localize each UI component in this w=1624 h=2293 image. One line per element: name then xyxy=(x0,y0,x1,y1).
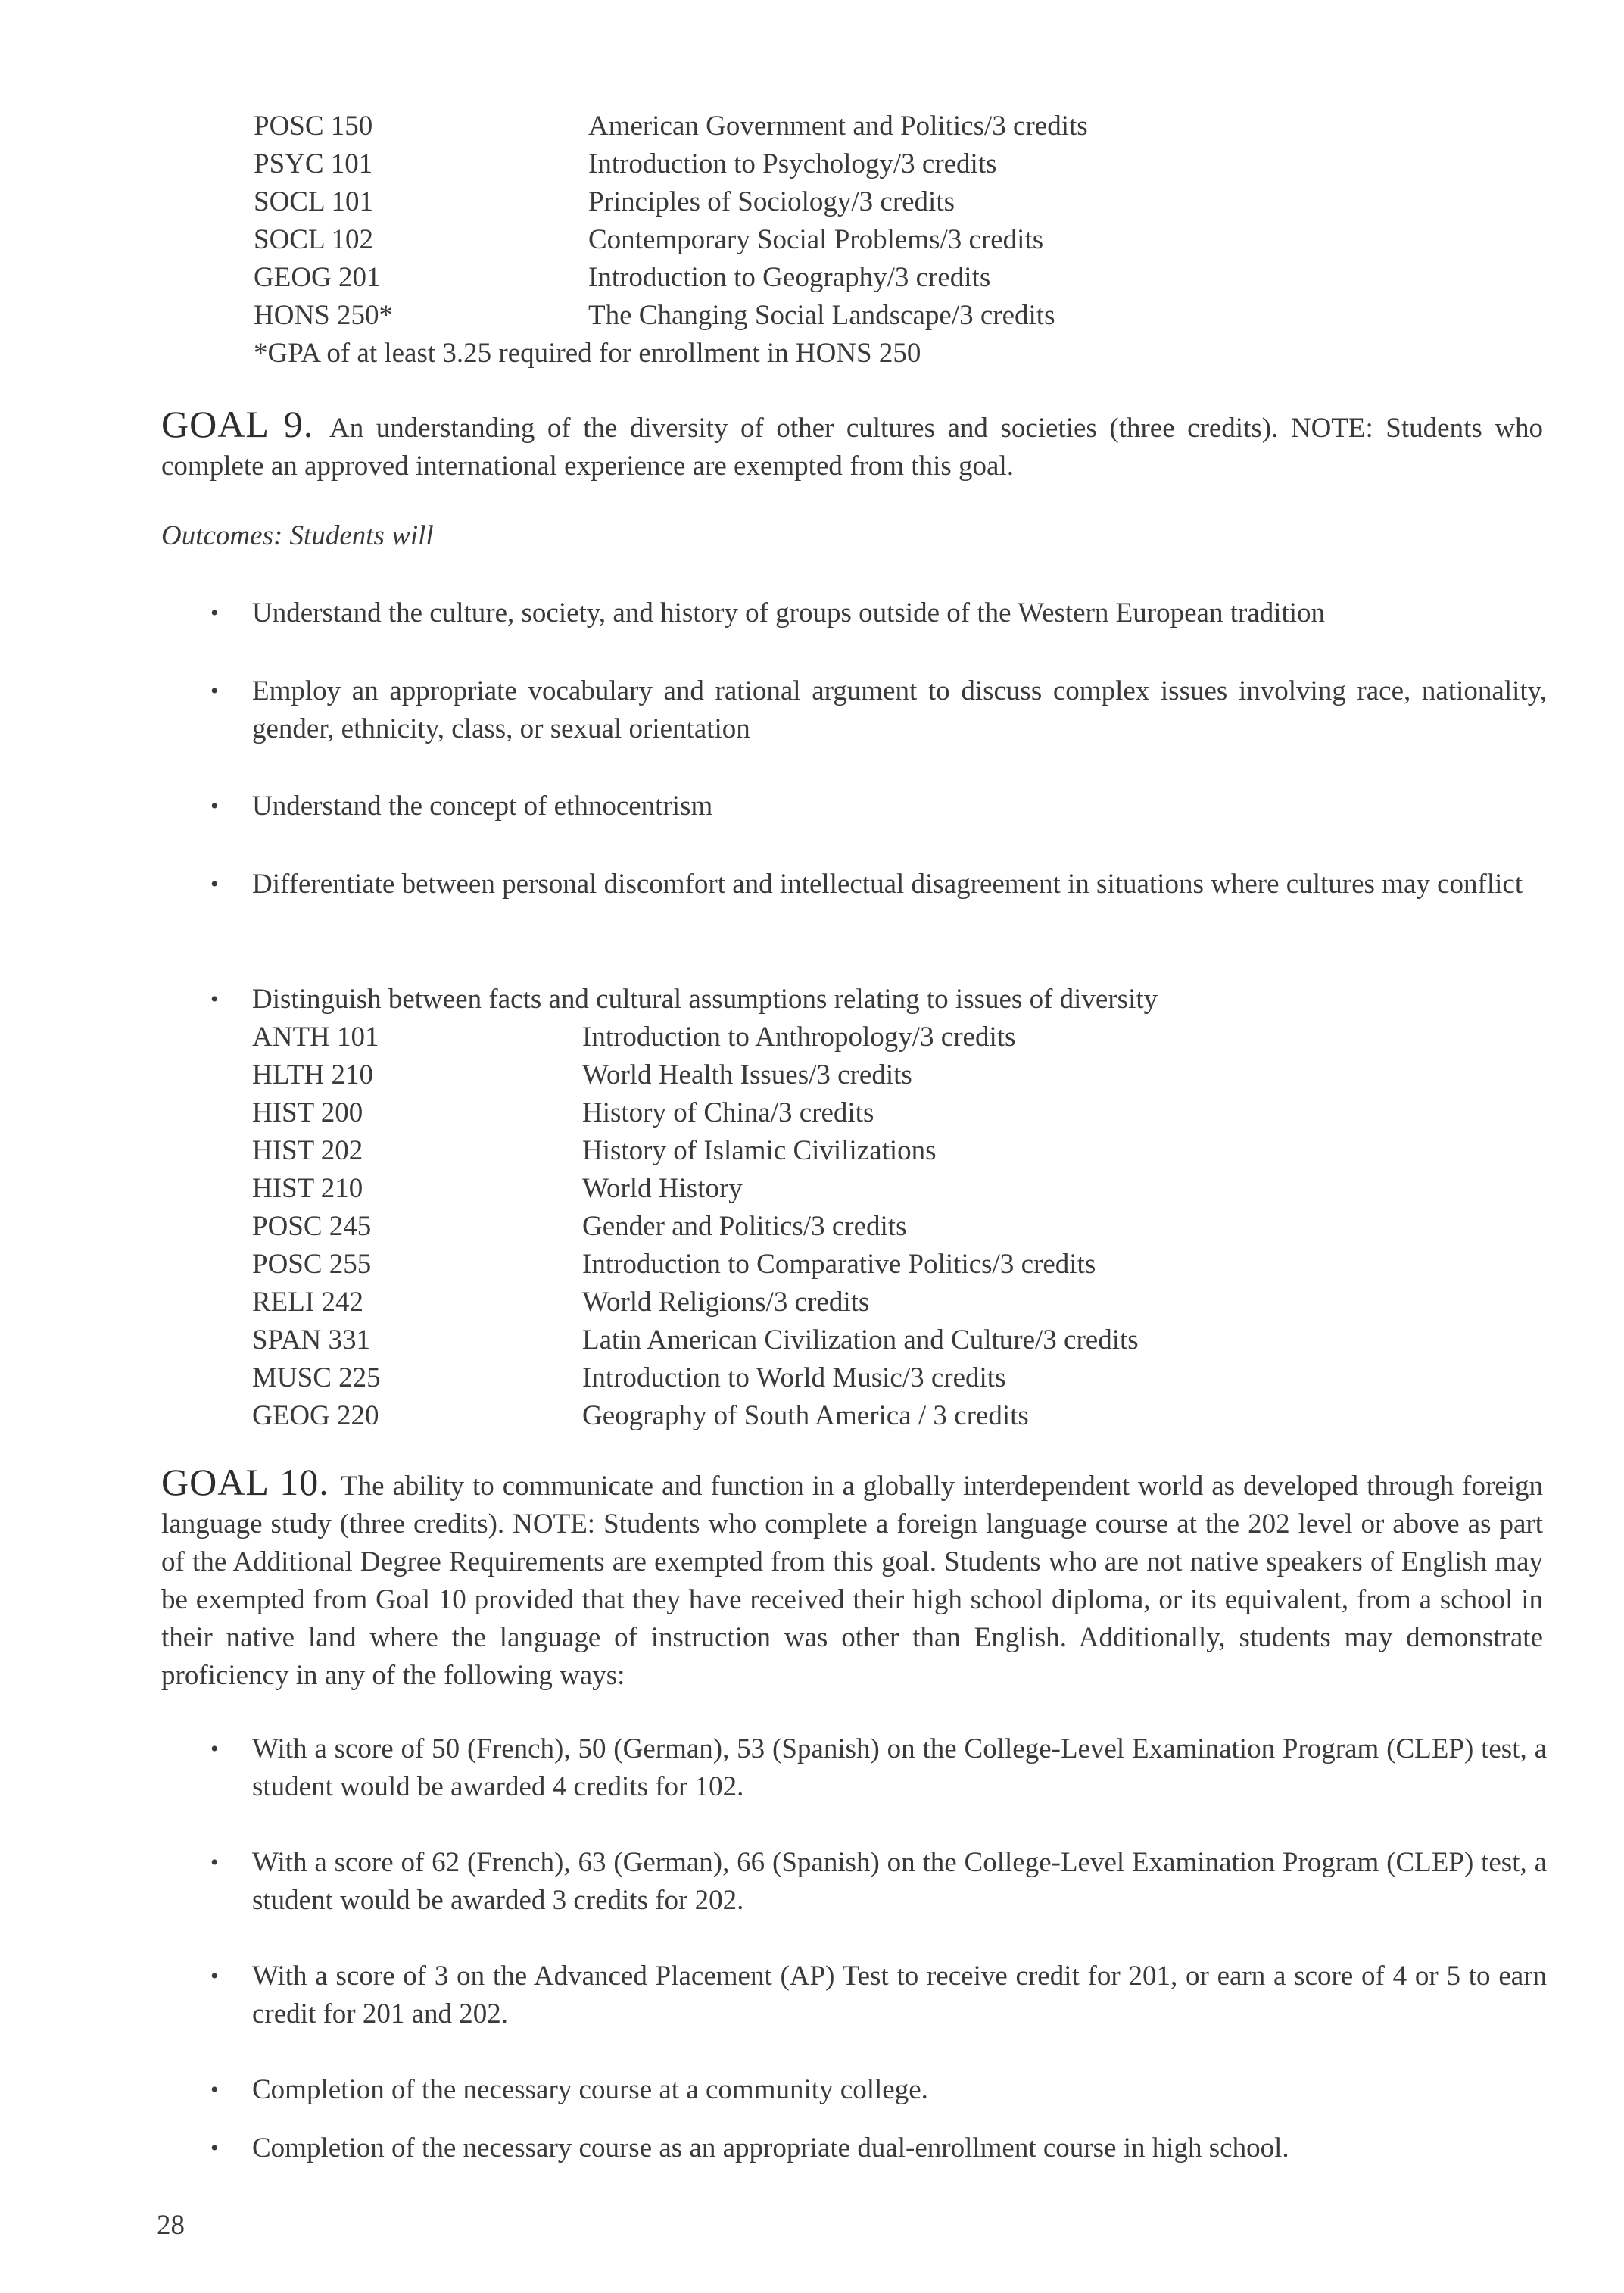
list-item: Completion of the necessary course at a community college. xyxy=(252,2074,928,2105)
goal9-text: An understanding of the diversity of other cultures and societies (three credits). NOTE: Students who complete an approved international experience are exempted from this goal. xyxy=(161,413,1543,482)
course-title: Introduction to Geography/3 credits xyxy=(588,262,991,293)
course-title: World Health Issues/3 credits xyxy=(582,1059,912,1090)
course-title: The Changing Social Landscape/3 credits xyxy=(588,300,1055,331)
list-item: Distinguish between facts and cultural assumptions relating to issues of diversity xyxy=(252,984,1158,1015)
course-title: Introduction to World Music/3 credits xyxy=(582,1362,1006,1393)
list-item: With a score of 62 (French), 63 (German), 66 (Spanish) on the College-Level Examination Program (CLEP) test, a student would be awarded 3 credits for 202. xyxy=(252,1847,1547,1916)
course-code: SOCL 101 xyxy=(254,186,373,217)
bullet-icon: • xyxy=(210,1850,219,1875)
course-code: HONS 250* xyxy=(254,300,393,331)
course-code: SPAN 331 xyxy=(252,1324,370,1356)
course-title: Introduction to Anthropology/3 credits xyxy=(582,1022,1016,1053)
bullet-icon: • xyxy=(210,2135,219,2160)
course-title: Gender and Politics/3 credits xyxy=(582,1211,907,1242)
bullet-icon: • xyxy=(210,1736,219,1761)
course-title: Introduction to Psychology/3 credits xyxy=(588,148,997,179)
course-title: Geography of South America / 3 credits xyxy=(582,1400,1029,1431)
course-code: HIST 200 xyxy=(252,1097,363,1128)
bullet-icon: • xyxy=(210,1964,219,1989)
bullet-icon: • xyxy=(210,2077,219,2102)
course-title: American Government and Politics/3 credits xyxy=(588,111,1088,142)
goal10-heading: GOAL 10. xyxy=(161,1461,341,1503)
course-code: GEOG 220 xyxy=(252,1400,379,1431)
goal10-statement xyxy=(161,1463,1543,1695)
list-item: Completion of the necessary course as an appropriate dual-enrollment course in high school. xyxy=(252,2132,1289,2164)
list-item: Understand the concept of ethnocentrism xyxy=(252,791,713,822)
course-code: GEOG 201 xyxy=(254,262,381,293)
course-code: HIST 202 xyxy=(252,1135,363,1166)
course-code: RELI 242 xyxy=(252,1287,363,1318)
goal9-statement xyxy=(161,405,1543,485)
bullet-icon: • xyxy=(210,679,219,703)
course-title: Introduction to Comparative Politics/3 credits xyxy=(582,1249,1096,1280)
course-code: POSC 255 xyxy=(252,1249,372,1280)
course-code: SOCL 102 xyxy=(254,224,373,255)
gpa-note: *GPA of at least 3.25 required for enrollment in HONS 250 xyxy=(254,338,921,369)
goal9-heading: GOAL 9. xyxy=(161,403,330,445)
list-item: Understand the culture, society, and history of groups outside of the Western European tradition xyxy=(252,597,1326,629)
course-title: Principles of Sociology/3 credits xyxy=(588,186,955,217)
list-item: Differentiate between personal discomfort and intellectual disagreement in situations where cultures may conflict xyxy=(252,869,1523,900)
course-title: Contemporary Social Problems/3 credits xyxy=(588,224,1044,255)
goal10-text: The ability to communicate and function in a globally interdependent world as developed through foreign language study (three credits). NOTE: Students who complete a foreign language course at the 202 level or above as part of the Additional Degree Requirements are exempted from this goal. Students who are not native speakers of English may be exempted from Goal 10 provided that they have received their high school diploma, or its equivalent, from a school in their native land where the language of instruction was other than English. Additionally, students may demonstrate proficiency in any of the following ways: xyxy=(161,1471,1543,1691)
page-number: 28 xyxy=(157,2210,185,2241)
course-code: PSYC 101 xyxy=(254,148,373,179)
list-item: With a score of 3 on the Advanced Placement (AP) Test to receive credit for 201, or earn a score of 4 or 5 to earn credit for 201 and 202. xyxy=(252,1961,1547,2029)
course-code: MUSC 225 xyxy=(252,1362,381,1393)
bullet-icon: • xyxy=(210,987,219,1012)
course-title: History of Islamic Civilizations xyxy=(582,1135,937,1166)
bullet-icon: • xyxy=(210,794,219,819)
list-item: Employ an appropriate vocabulary and rational argument to discuss complex issues involving race, nationality, gender, ethnicity, class, or sexual orientation xyxy=(252,675,1547,744)
list-item: With a score of 50 (French), 50 (German), 53 (Spanish) on the College-Level Examination Program (CLEP) test, a student would be awarded 4 credits for 102. xyxy=(252,1733,1547,1802)
course-title: History of China/3 credits xyxy=(582,1097,874,1128)
bullet-icon: • xyxy=(210,872,219,897)
course-title: World Religions/3 credits xyxy=(582,1287,870,1318)
bullet-icon: • xyxy=(210,601,219,626)
course-code: POSC 245 xyxy=(252,1211,372,1242)
course-title: World History xyxy=(582,1173,743,1204)
course-code: POSC 150 xyxy=(254,111,373,142)
course-code: HLTH 210 xyxy=(252,1059,373,1090)
course-title: Latin American Civilization and Culture/3 credits xyxy=(582,1324,1139,1356)
course-code: ANTH 101 xyxy=(252,1022,379,1053)
course-code: HIST 210 xyxy=(252,1173,363,1204)
outcomes-label: Outcomes: Students will xyxy=(161,520,434,551)
